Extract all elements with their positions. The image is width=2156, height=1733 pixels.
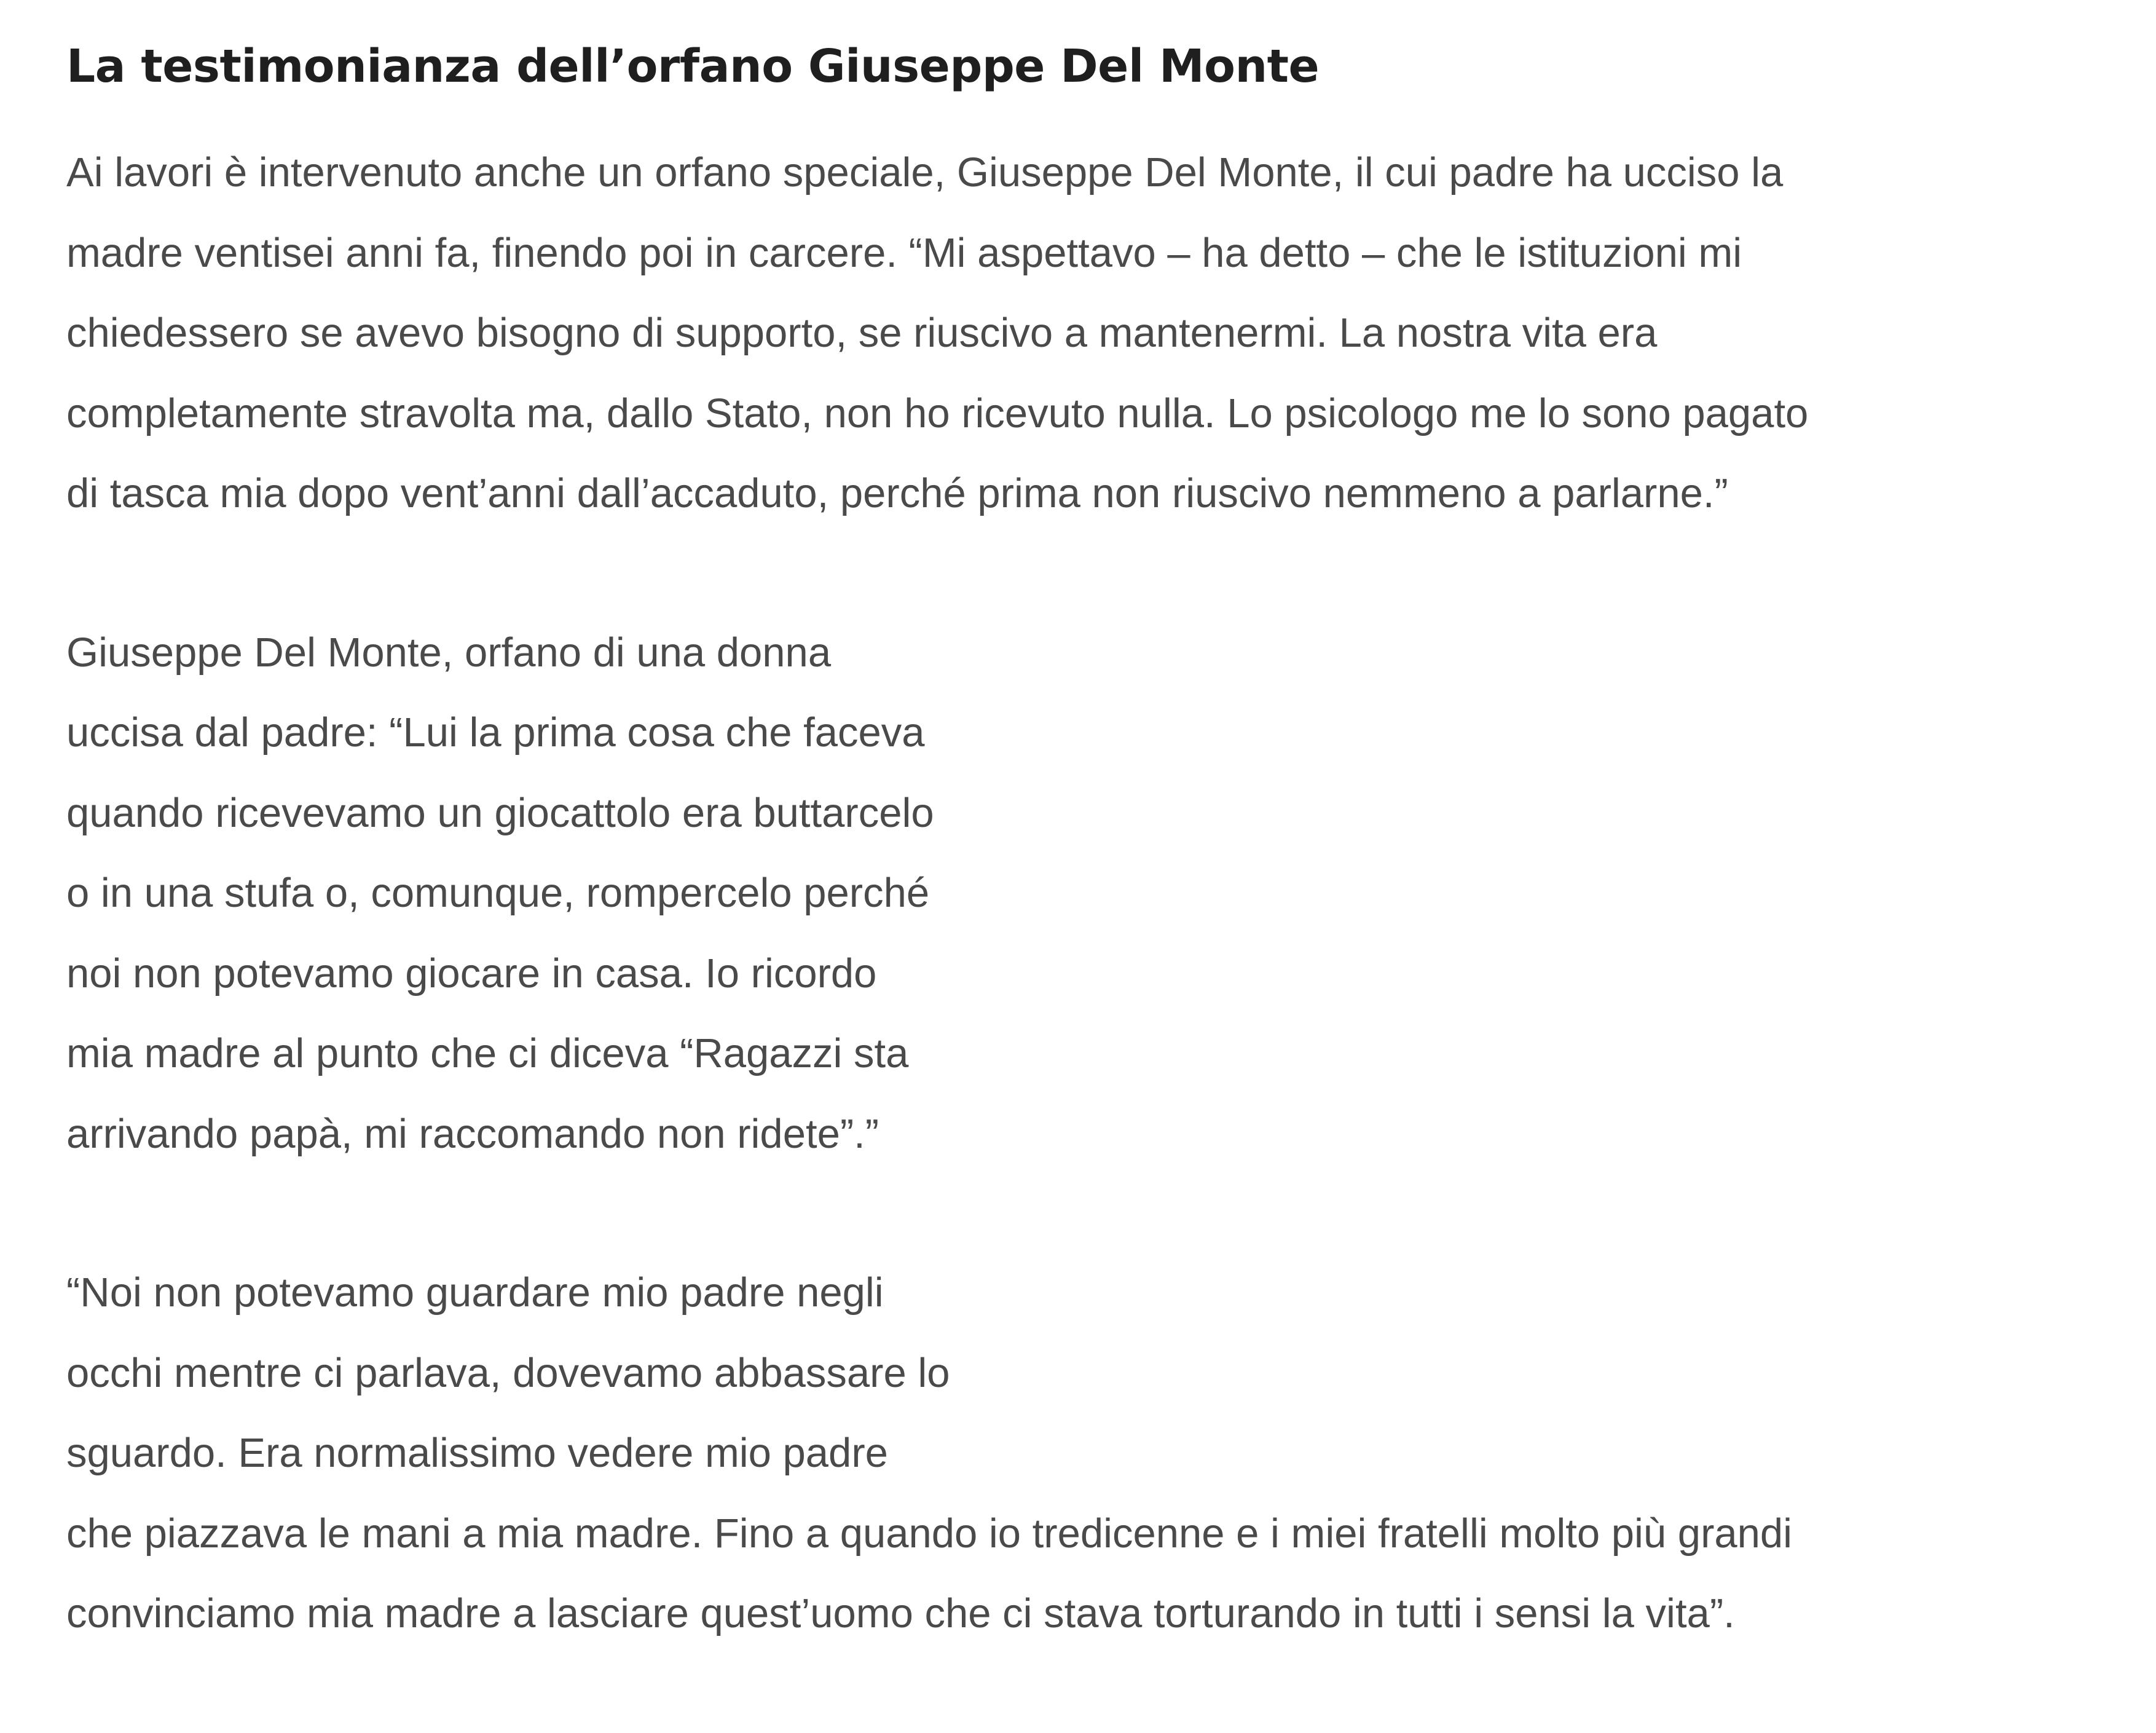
paragraph-line: “Noi non potevamo guardare mio padre negli [66,1269,884,1316]
paragraph-toys [66,613,2095,1175]
paragraph-line: che piazzava le mani a mia madre. Fino a quando io tredicenne e i miei fratelli molto più grandi [66,1510,1793,1557]
paragraph-line: convinciamo mia madre a lasciare quest’uomo che ci stava torturando in tutti i sensi la vita”. [66,1590,1735,1636]
article [66,37,2095,1733]
paragraph-line: Giuseppe Del Monte, orfano di una donna [66,629,832,676]
paragraph-line: o in una stufa o, comunque, rompercelo perché [66,870,930,916]
paragraph-line: completamente stravolta ma, dallo Stato, non ho ricevuto nulla. Lo psicologo me lo sono pagato [66,390,1809,436]
paragraph-line: di tasca mia dopo vent’anni dall’accaduto, perché prima non riuscivo nemmeno a parlarne.” [66,470,1728,516]
paragraph-line: madre ventisei anni fa, finendo poi in carcere. “Mi aspettavo – ha detto – che le istituzioni mi [66,229,1742,276]
paragraph-line: noi non potevamo giocare in casa. Io ricordo [66,950,877,997]
article-title: La testimonianza dell’orfano Giuseppe Del Monte [66,40,1320,93]
paragraph-line: quando ricevevamo un giocattolo era buttarcelo [66,789,934,836]
paragraph-line: chiedessero se avevo bisogno di supporto, se riuscivo a mantenermi. La nostra vita era [66,310,1658,356]
paragraph-line: occhi mentre ci parlava, dovevamo abbassare lo [66,1349,950,1396]
paragraph-intro [66,133,2095,534]
paragraph-line: mia madre al punto che ci diceva “Ragazzi sta [66,1030,909,1076]
paragraph-father [66,1253,2095,1654]
paragraph-line: sguardo. Era normalissimo vedere mio padre [66,1430,888,1476]
paragraph-line: arrivando papà, mi raccomando non ridete”.” [66,1110,879,1157]
paragraph-line: Ai lavori è intervenuto anche un orfano speciale, Giuseppe Del Monte, il cui padre ha ucciso la [66,149,1784,195]
paragraph-line: uccisa dal padre: “Lui la prima cosa che faceva [66,709,925,756]
